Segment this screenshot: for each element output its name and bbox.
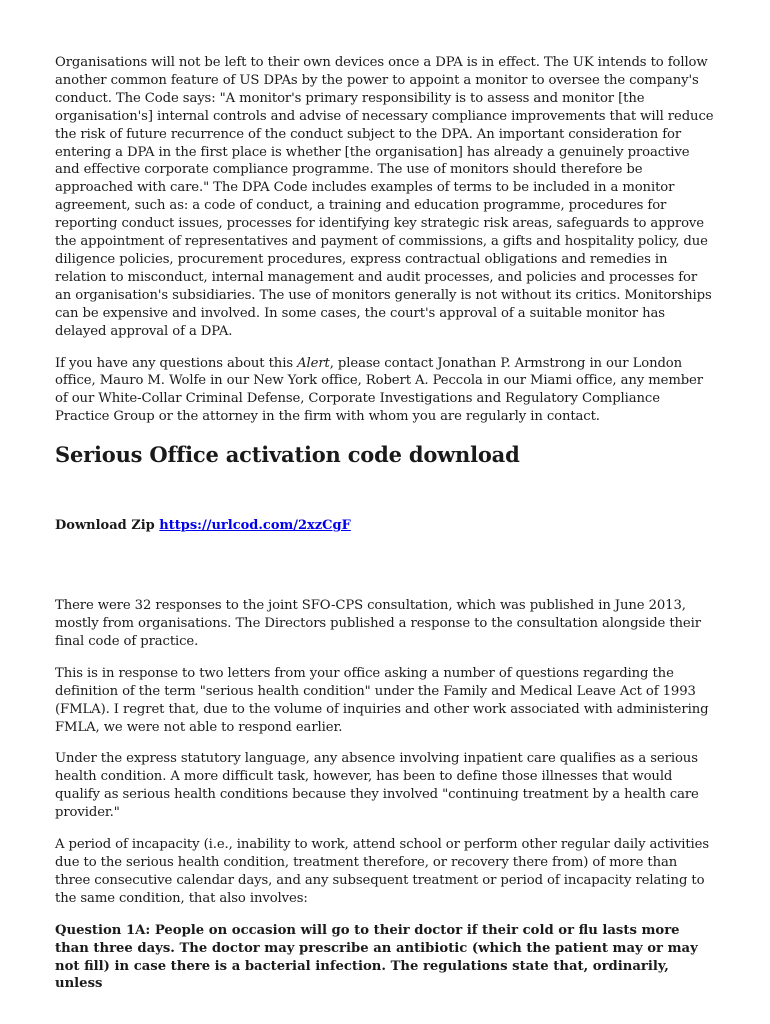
contact-text-end: , please contact Jonathan P. Armstrong in our London office, Mauro M. Wolfe in our New York office, Robert A. Peccola in our Miami office, any member of our White-Collar Criminal Defense, Corporate Investigations and Regulatory Compliance Practice Group or the attorney in the firm with whom you are regularly in contact.	[55, 355, 703, 425]
paragraph-incapacity: A period of incapacity (i.e., inability to work, attend school or perform other regular daily activities due to the serious health condition, treatment therefore, or recovery there from) of more than three consecutive calendar days, and any subsequent treatment or period of incapacity relating to the same condition, that also involves:	[55, 837, 710, 906]
paragraph-statutory-language: Under the express statutory language, any absence involving inpatient care qualifies as a serious health condition. A more difficult task, however, has been to define those illnesses that would qualify as serious health conditions because they involved "continuing treatment by a health care provider."	[55, 751, 699, 821]
download-line	[55, 516, 715, 535]
paragraph-contact	[55, 355, 715, 427]
contact-text-start: If you have any questions about this	[55, 355, 298, 371]
download-link[interactable]: https://urlcod.com/2xzCgF	[159, 518, 351, 534]
download-label: Download Zip	[55, 518, 155, 534]
page-heading: Serious Office activation code download	[55, 442, 520, 468]
paragraph-consultation: There were 32 responses to the joint SFO-CPS consultation, which was published in June 2013, mostly from organisations. The Directors published a response to the consultation alongside their final code of practice.	[55, 598, 701, 649]
question-1a: Question 1A: People on occasion will go to their doctor if their cold or flu lasts more than three days. The doctor may prescribe an antibiotic (which the patient may or may not fill) in case there is a bacterial infection. The regulations state that, ordinarily, unless	[55, 922, 698, 992]
paragraph-fmla-letters: This is in response to two letters from your office asking a number of questions regarding the definition of the term "serious health condition" under the Family and Medical Leave Act of 1993 (FMLA). I regret that, due to the volume of inquiries and other work associated with administering FMLA, we were not able to respond earlier.	[55, 665, 709, 735]
alert-emphasis: Alert	[297, 355, 330, 371]
paragraph-monitors: Organisations will not be left to their own devices once a DPA is in effect. The UK intends to follow another common feature of US DPAs by the power to appoint a monitor to oversee the company's conduct. The Code says: "A monitor's primary responsibility is to assess and monitor [the organisation's] internal controls and advise of necessary compliance improvements that will reduce the risk of future recurrence of the conduct subject to the DPA. An important consideration for entering a DPA in the first place is whether [the organisation] has already a genuinely proactive and effective corporate compliance programme. The use of monitors should therefore be approached with care." The DPA Code includes examples of terms to be included in a monitor agreement, such as: a code of conduct, a training and education programme, procedures for reporting conduct issues, processes for identifying key strategic risk areas, safeguards to approve the appointment of representatives and payment of commissions, a gifts and hospitality policy, due diligence policies, procurement procedures, express contractual obligations and remedies in relation to misconduct, internal management and audit processes, and policies and processes for an organisation's subsidiaries. The use of monitors generally is not without its critics. Monitorships can be expensive and involved. In some cases, the court's approval of a suitable monitor has delayed approval of a DPA.	[55, 55, 714, 339]
document-page	[55, 54, 715, 993]
